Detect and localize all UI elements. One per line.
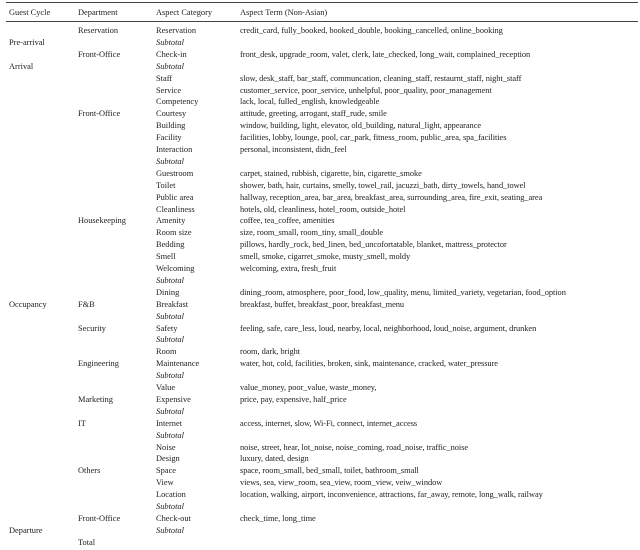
header-aspect-category: Aspect Category — [156, 8, 213, 17]
aspect-term-cell: dining_room, atmosphere, poor_food, low_quality, menu, limited_variety, vegetarian, food_option — [240, 287, 566, 297]
table-row — [0, 465, 640, 477]
aspect-term-cell: price, pay, expensive, half_price — [240, 394, 347, 404]
aspect-term-cell: size, room_small, room_tiny, small_double — [240, 228, 384, 238]
aspect-category-cell: Maintenance — [156, 359, 200, 369]
aspect-term-cell: shower, bath, hair, curtains, smelly, towel_rail, jacuzzi_bath, dirty_towels, hand_towel — [240, 180, 526, 190]
aspect-category-cell: Subtotal — [156, 156, 184, 166]
aspect-term-cell: attitude, greeting, arrogant, staff_rude, smile — [240, 109, 387, 119]
aspect-term-cell: check_time, long_time — [240, 513, 316, 523]
aspect-category-cell: Cleanliness — [156, 204, 195, 214]
table-row — [0, 334, 640, 346]
aspect-category-cell: Dining — [156, 287, 180, 297]
department-cell: Front-Office — [78, 49, 121, 59]
header-aspect-term: Aspect Term (Non-Asian) — [240, 8, 328, 17]
aspect-term-cell: noise, street, hear, lot_noise, noise_coming, road_noise, traffic_noise — [240, 442, 469, 452]
table-row — [0, 406, 640, 418]
table-row — [0, 418, 640, 430]
aspect-term-cell: welcoming, extra, fresh_fruit — [240, 264, 337, 273]
table-row — [0, 144, 640, 156]
aspect-category-cell: Staff — [156, 73, 173, 83]
table-row — [0, 25, 640, 37]
table-row — [0, 370, 640, 382]
guest-cycle-cell: Departure — [9, 525, 43, 535]
aspect-term-cell: value_money, poor_value, waste_money, — [240, 383, 377, 392]
table-row — [0, 227, 640, 239]
aspect-term-cell: views, sea, view_room, sea_view, room_view, veiw_window — [240, 478, 443, 488]
table-row — [0, 501, 640, 513]
aspect-category-cell: Subtotal — [156, 311, 184, 321]
table-row — [0, 251, 640, 263]
aspect-term-cell: slow, desk_staff, bar_staff, communcation, cleaning_staff, restaurnt_staff, night_staff — [240, 73, 522, 83]
aspect-term-cell: hotels, old, cleanliness, hotel_room, outside_hotel — [240, 204, 406, 214]
table-row — [0, 477, 640, 489]
aspect-category-cell: Toilet — [156, 180, 176, 190]
aspect-term-cell: luxury, dated, design — [240, 454, 309, 464]
table-row — [0, 382, 640, 394]
aspect-category-cell: Subtotal — [156, 406, 184, 416]
aspect-category-cell: Welcoming — [156, 264, 195, 273]
aspect-term-cell: carpet, stained, rubbish, cigarette, bin, cigarette_smoke — [240, 168, 422, 178]
aspect-category-cell: Room size — [156, 228, 192, 238]
department-cell: IT — [78, 418, 86, 428]
table-row — [0, 180, 640, 192]
aspect-term-cell: water, hot, cold, facilities, broken, sink, maintenance, cracked, water_pressure — [240, 359, 498, 369]
header-department: Department — [78, 8, 118, 17]
aspect-term-cell: space, room_small, bed_small, toilet, bathroom_small — [240, 466, 419, 476]
aspect-term-cell: personal, inconsistent, didn_feel — [240, 145, 347, 154]
guest-cycle-cell: Pre-arrival — [9, 37, 45, 47]
aspect-category-cell: Safety — [156, 323, 178, 333]
table-row — [0, 192, 640, 204]
table-row — [0, 215, 640, 227]
table-row — [0, 537, 640, 549]
table-row — [0, 49, 640, 61]
department-cell: Front-Office — [78, 109, 121, 119]
table-row — [0, 299, 640, 311]
table-row — [0, 453, 640, 465]
table-row — [0, 525, 640, 537]
department-cell: Front-Office — [78, 513, 121, 523]
aspect-category-cell: Building — [156, 121, 186, 131]
top-rule — [6, 2, 638, 3]
aspect-category-cell: Competency — [156, 97, 199, 107]
table-row — [0, 120, 640, 132]
department-cell: Total — [78, 537, 96, 547]
aspect-term-cell: breakfast, buffet, breakfast_poor, breakfast_menu — [240, 299, 405, 309]
header-guest-cycle: Guest Cycle — [9, 8, 51, 17]
aspect-category-cell: Subtotal — [156, 430, 184, 440]
aspect-category-cell: Internet — [156, 418, 183, 428]
table-row — [0, 96, 640, 108]
department-cell: Housekeeping — [78, 216, 126, 226]
table-row — [0, 239, 640, 251]
aspect-category-cell: Check-out — [156, 513, 191, 523]
aspect-term-cell: smell, smoke, cigarret_smoke, musty_smell, moldy — [240, 252, 411, 262]
aspect-term-cell: front_desk, upgrade_room, valet, clerk, late_checked, long_wait, complained_reception — [240, 49, 531, 59]
aspect-category-cell: Design — [156, 454, 180, 464]
aspect-category-cell: Expensive — [156, 394, 191, 404]
aspect-term-cell: pillows, hardly_rock, bed_linen, bed_uncofortatable, blanket, mattress_protector — [240, 240, 507, 250]
aspect-category-cell: Interaction — [156, 145, 193, 154]
aspect-category-cell: Courtesy — [156, 109, 187, 119]
table-row — [0, 73, 640, 85]
aspect-category-cell: Check-in — [156, 49, 187, 59]
aspect-category-cell: Subtotal — [156, 371, 184, 381]
department-cell: Marketing — [78, 394, 113, 404]
table-row — [0, 513, 640, 525]
header-rule — [6, 21, 638, 22]
table-row — [0, 442, 640, 454]
table-row — [0, 37, 640, 49]
aspect-term-cell: window, building, light, elevator, old_building, natural_light, appearance — [240, 121, 482, 131]
table-row — [0, 346, 640, 358]
aspect-category-cell: Reservation — [156, 26, 197, 35]
aspect-term-cell: room, dark, bright — [240, 347, 301, 357]
aspect-term-cell: lack, local, fulled_english, knowledgeable — [240, 97, 380, 107]
table-row — [0, 287, 640, 299]
table-row — [0, 132, 640, 144]
aspect-category-cell: Location — [156, 490, 186, 500]
table-row — [0, 168, 640, 180]
guest-cycle-cell: Arrival — [9, 61, 34, 71]
aspect-category-cell: Room — [156, 347, 177, 357]
aspect-category-cell: View — [156, 478, 174, 488]
aspect-category-cell: Subtotal — [156, 37, 184, 47]
table-row — [0, 263, 640, 275]
aspect-category-cell: Guestroom — [156, 168, 194, 178]
table-row — [0, 275, 640, 287]
aspect-category-cell: Subtotal — [156, 525, 184, 535]
aspect-term-cell: coffee, tea_coffee, amenities — [240, 216, 335, 226]
aspect-category-cell: Subtotal — [156, 61, 184, 71]
aspect-category-cell: Noise — [156, 442, 176, 452]
table-row — [0, 489, 640, 501]
aspect-term-cell: location, walking, airport, inconvenience, attractions, far_away, remote, long_walk, railway — [240, 490, 543, 500]
aspect-term-cell: facilities, lobby, lounge, pool, car_park, fitness_room, public_area, spa_facilities — [240, 133, 507, 143]
aspect-category-cell: Breakfast — [156, 299, 189, 309]
table-row — [0, 108, 640, 120]
aspect-category-cell: Facility — [156, 133, 182, 143]
table-row — [0, 323, 640, 335]
aspect-term-cell: hallway, reception_area, bar_area, breakfast_area, surrounding_area, fire_exit, seating_area — [240, 192, 543, 202]
department-cell: F&B — [78, 299, 95, 309]
aspect-term-cell: credit_card, fully_booked, booked_double, booking_cancelled, online_booking — [240, 26, 503, 35]
aspect-category-cell: Subtotal — [156, 502, 184, 511]
table-row — [0, 204, 640, 216]
aspect-category-cell: Public area — [156, 192, 194, 202]
aspect-category-cell: Value — [156, 383, 176, 392]
aspect-category-cell: Bedding — [156, 240, 185, 250]
table-row — [0, 156, 640, 168]
aspect-category-cell: Space — [156, 466, 176, 476]
guest-cycle-cell: Occupancy — [9, 299, 47, 309]
aspect-term-cell: access, internet, slow, Wi-Fi, connect, internet_access — [240, 418, 418, 428]
aspect-category-cell: Amenity — [156, 216, 186, 226]
department-cell: Engineering — [78, 359, 119, 369]
aspect-category-cell: Smell — [156, 252, 176, 262]
aspect-term-cell: feeling, safe, care_less, loud, nearby, local, neighborhood, loud_noise, argument, drunken — [240, 323, 537, 333]
aspect-category-cell: Service — [156, 85, 182, 95]
table-row — [0, 394, 640, 406]
table-row — [0, 311, 640, 323]
aspect-category-cell: Subtotal — [156, 335, 184, 345]
department-cell: Security — [78, 323, 106, 333]
table-row — [0, 430, 640, 442]
table-row — [0, 85, 640, 97]
department-cell: Others — [78, 466, 101, 476]
department-cell: Reservation — [78, 26, 119, 35]
aspect-term-cell: customer_service, poor_service, unhelpful, poor_quality, poor_management — [240, 85, 492, 95]
aspect-category-cell: Subtotal — [156, 275, 184, 285]
table-row — [0, 61, 640, 73]
table-row — [0, 358, 640, 370]
